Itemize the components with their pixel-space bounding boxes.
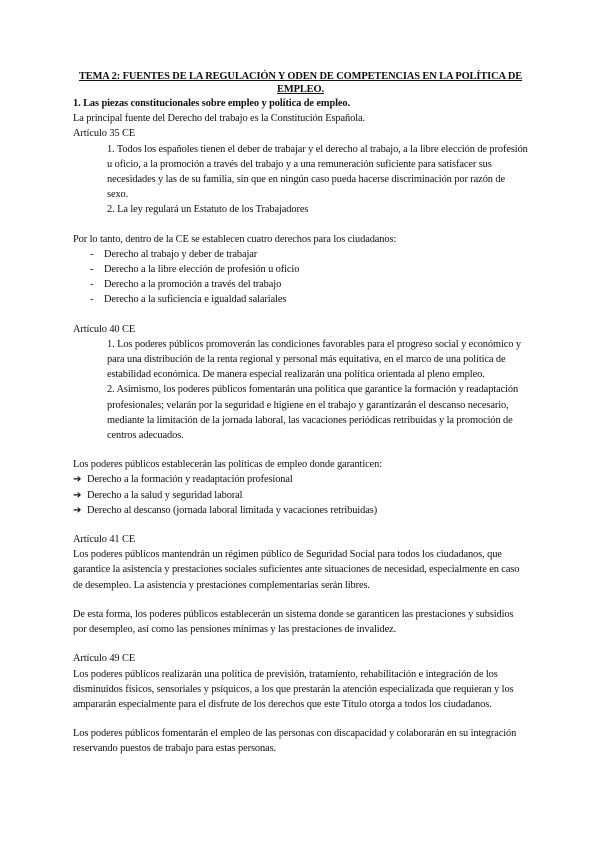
section-heading: 1. Las piezas constitucionales sobre empleo y política de empleo. (73, 98, 351, 109)
art40-heading: Artículo 40 CE (73, 323, 136, 335)
art41-paragraph-1: Los poderes públicos mantendrán un régimen público de Seguridad Social para todos los ciudadanos, que garantice la asistencia y prestaciones sociales suficientes ante situaciones de necesidad, especialmente en caso de desempleo. La asistencia y prestaciones complementarias serán libres. (73, 549, 520, 591)
spacer (73, 593, 528, 607)
art35-paragraph-2: 2. La ley regulará un Estatuto de los Trabajadores (107, 204, 309, 216)
art41-paragraph-2: De esta forma, los poderes públicos establecerán un sistema donde se garanticen las prestaciones y subsidios por desempleo, así como las pensiones mínimas y las prestaciones de invalidez. (73, 608, 514, 636)
list-item-text: Derecho a la formación y readaptación profesional (87, 474, 293, 486)
art41-heading: Artículo 41 CE (73, 534, 136, 546)
art49-heading: Artículo 49 CE (73, 653, 136, 665)
list-item: - Derecho a la suficiencia e igualdad salariales (73, 292, 528, 307)
spacer (73, 443, 528, 457)
arrow-icon: ➔ (73, 474, 82, 486)
list-item: - Derecho a la promoción a través del trabajo (73, 277, 528, 292)
list-item: - Derecho a la libre elección de profesión u oficio (73, 262, 528, 277)
spacer (73, 308, 528, 322)
document-title: TEMA 2: FUENTES DE LA REGULACIÓN Y ODEN DE COMPETENCIAS EN LA POLÍTICA DE EMPLEO. (78, 71, 523, 95)
spacer (73, 637, 528, 651)
spacer (73, 518, 528, 532)
rights-intro: Por lo tanto, dentro de la CE se establecen cuatro derechos para los ciudadanos: (73, 233, 397, 245)
art35-paragraph-1: 1. Todos los españoles tienen el deber de trabajar y el derecho al trabajo, a la libre elección de profesión u oficio, a la promoción a través del trabajo y a una remuneración suficiente para satisfacer sus necesidades y las de su familia, sin que en ningún caso pueda hacerse discriminación por razón de sexo. (107, 143, 528, 201)
art49-paragraph-2: Los poderes públicos fomentarán el empleo de las personas con discapacidad y colaborarán en su integración reservando puestos de trabajo para estas personas. (73, 728, 517, 755)
list-item (73, 503, 528, 518)
list-item-text: Derecho al descanso (jornada laboral limitada y vacaciones retribuidas) (87, 504, 378, 516)
arrow-icon: ➔ (73, 504, 82, 516)
rights-list (73, 247, 528, 308)
list-item: - Derecho al trabajo y deber de trabajar (73, 247, 528, 262)
policies-intro: Los poderes públicos establecerán las políticas de empleo donde garanticen: (73, 459, 383, 471)
spacer (73, 218, 528, 232)
list-item-text: Derecho a la salud y seguridad laboral (87, 489, 243, 501)
art40-paragraph-2: 2. Asimismo, los poderes públicos fomentarán una política que garantice la formación y readaptación profesionales; velarán por la seguridad e higiene en el trabajo y garantizarán el descanso necesario, mediante la limitación de la jornada laboral, las vacaciones periódicas retribuidas y la promoción de centros adecuados. (107, 384, 519, 442)
art35-heading: Artículo 35 CE (73, 128, 136, 140)
art40-paragraph-1: 1. Los poderes públicos promoverán las condiciones favorables para el progreso social y económico y para una distribución de la renta regional y personal más equitativa, en el marco de una política de estabilidad económica. De manera especial realizarán una política orientada al pleno empleo. (107, 338, 521, 381)
document-page (73, 70, 528, 757)
arrow-icon: ➔ (73, 489, 82, 501)
art49-paragraph-1: Los poderes públicos realizarán una política de previsión, tratamiento, rehabilitación e integración de los disminuidos físicos, sensoriales y psíquicos, a los que prestarán la atención especializada que requieran y los ampararán especialmente para el disfrute de los derechos que este Título otorga a todos los ciudadanos. (73, 668, 514, 710)
list-item (73, 472, 528, 487)
spacer (73, 712, 528, 726)
policies-list (73, 472, 528, 518)
intro-paragraph: La principal fuente del Derecho del trabajo es la Constitución Española. (73, 113, 366, 125)
list-item (73, 488, 528, 503)
